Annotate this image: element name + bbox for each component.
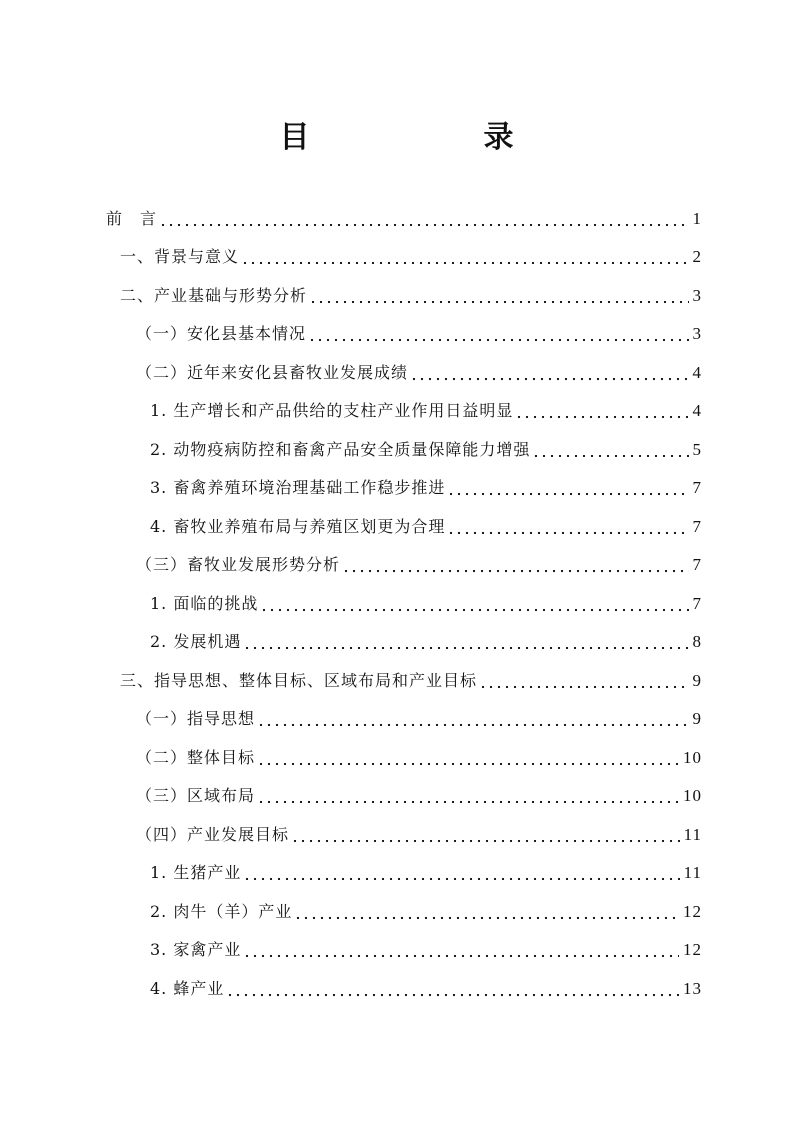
toc-entry-label: 二、产业基础与形势分析 — [120, 286, 308, 305]
toc-entry[interactable] — [136, 315, 702, 345]
toc-entry-label: （四）产业发展目标 — [136, 825, 290, 844]
toc-page-number: 7 — [692, 478, 702, 497]
toc-entry-label: 1. 生猪产业 — [150, 863, 242, 882]
toc-entry-label: 1. 面临的挑战 — [150, 594, 259, 613]
toc-page-number: 10 — [683, 748, 702, 767]
toc-entry[interactable] — [150, 854, 702, 884]
toc-leader-dots — [260, 593, 688, 615]
toc-entry-label: （二）近年来安化县畜牧业发展成绩 — [136, 363, 409, 382]
toc-entry[interactable] — [136, 816, 702, 846]
toc-page-number: 7 — [692, 594, 702, 613]
toc-entry-preface[interactable] — [106, 200, 702, 230]
toc-leader-dots — [515, 400, 688, 422]
toc-entry[interactable] — [150, 469, 702, 499]
toc-page-number: 5 — [692, 440, 702, 459]
toc-entry[interactable] — [136, 546, 702, 576]
toc-page-number: 12 — [683, 940, 702, 959]
toc-entry[interactable] — [120, 238, 702, 268]
toc-leader-dots — [257, 785, 679, 807]
toc-page-number: 7 — [692, 555, 702, 574]
toc-entry[interactable] — [136, 700, 702, 730]
toc-leader-dots — [294, 901, 679, 923]
toc-leader-dots — [447, 516, 688, 538]
page-title: 目 录 — [279, 120, 552, 155]
toc-page-number: 8 — [692, 632, 702, 651]
toc-leader-dots — [241, 246, 688, 268]
toc-entry-label: 一、背景与意义 — [120, 247, 240, 266]
toc-entry-label: 3. 家禽产业 — [150, 940, 242, 959]
toc-leader-dots — [257, 747, 679, 769]
toc-entry[interactable] — [150, 931, 702, 961]
toc-entry[interactable] — [120, 662, 702, 692]
toc-page-number: 10 — [683, 786, 702, 805]
toc-entry-label: 2. 肉牛（羊）产业 — [150, 902, 293, 921]
toc-entry[interactable] — [150, 585, 702, 615]
toc-entry[interactable] — [150, 970, 702, 1000]
toc-page-number: 2 — [692, 247, 702, 266]
toc-entry-label: 4. 畜牧业养殖布局与养殖区划更为合理 — [150, 517, 446, 536]
toc-leader-dots — [257, 708, 688, 730]
toc-entry[interactable] — [150, 431, 702, 461]
toc-entry-label: 3. 畜禽养殖环境治理基础工作稳步推进 — [150, 478, 446, 497]
toc-page-number: 9 — [692, 709, 702, 728]
toc-entry-label: （一）指导思想 — [136, 709, 256, 728]
toc-leader-dots — [479, 670, 688, 692]
toc-entry[interactable] — [136, 739, 702, 769]
toc-page-number: 4 — [692, 401, 702, 420]
toc-leader-dots — [159, 208, 688, 230]
toc-leader-dots — [342, 554, 688, 576]
toc-page-number: 3 — [692, 324, 702, 343]
toc-entry-label: 前 言 — [106, 209, 158, 228]
toc-leader-dots — [410, 362, 688, 384]
toc-page-number: 12 — [683, 902, 702, 921]
toc-entry-label: 2. 发展机遇 — [150, 632, 242, 651]
toc-entry-label: 4. 蜂产业 — [150, 979, 225, 998]
toc-leader-dots — [243, 631, 688, 653]
toc-page-number: 13 — [683, 979, 702, 998]
toc-entry[interactable] — [136, 777, 702, 807]
toc-entry-label: （三）区域布局 — [136, 786, 256, 805]
toc-leader-dots — [309, 285, 688, 307]
toc-leader-dots — [243, 939, 679, 961]
toc-page-number: 9 — [692, 671, 702, 690]
toc-page-number: 3 — [692, 286, 702, 305]
toc-entry-label: 1. 生产增长和产品供给的支柱产业作用日益明显 — [150, 401, 514, 420]
toc-page-number: 11 — [683, 825, 702, 844]
toc-page-number: 1 — [692, 209, 702, 228]
toc-leader-dots — [447, 477, 688, 499]
toc-entry-label: 2. 动物疫病防控和畜禽产品安全质量保障能力增强 — [150, 440, 531, 459]
toc-leader-dots — [532, 439, 688, 461]
toc-entry-label: （三）畜牧业发展形势分析 — [136, 555, 341, 574]
toc-page-number: 11 — [683, 863, 702, 882]
toc-leader-dots — [243, 862, 679, 884]
toc-leader-dots — [308, 323, 688, 345]
toc-entry[interactable] — [150, 893, 702, 923]
toc-page-number: 7 — [692, 517, 702, 536]
toc-page-number: 4 — [692, 363, 702, 382]
toc-entry[interactable] — [150, 392, 702, 422]
toc-entry[interactable] — [150, 508, 702, 538]
toc-leader-dots — [226, 978, 679, 1000]
toc-entry-label: （二）整体目标 — [136, 748, 256, 767]
toc-entry[interactable] — [150, 623, 702, 653]
toc-leader-dots — [291, 824, 680, 846]
toc-entry[interactable] — [136, 354, 702, 384]
toc-entry[interactable] — [120, 277, 702, 307]
toc-entry-label: 三、指导思想、整体目标、区域布局和产业目标 — [120, 671, 478, 690]
toc-entry-label: （一）安化县基本情况 — [136, 324, 307, 343]
